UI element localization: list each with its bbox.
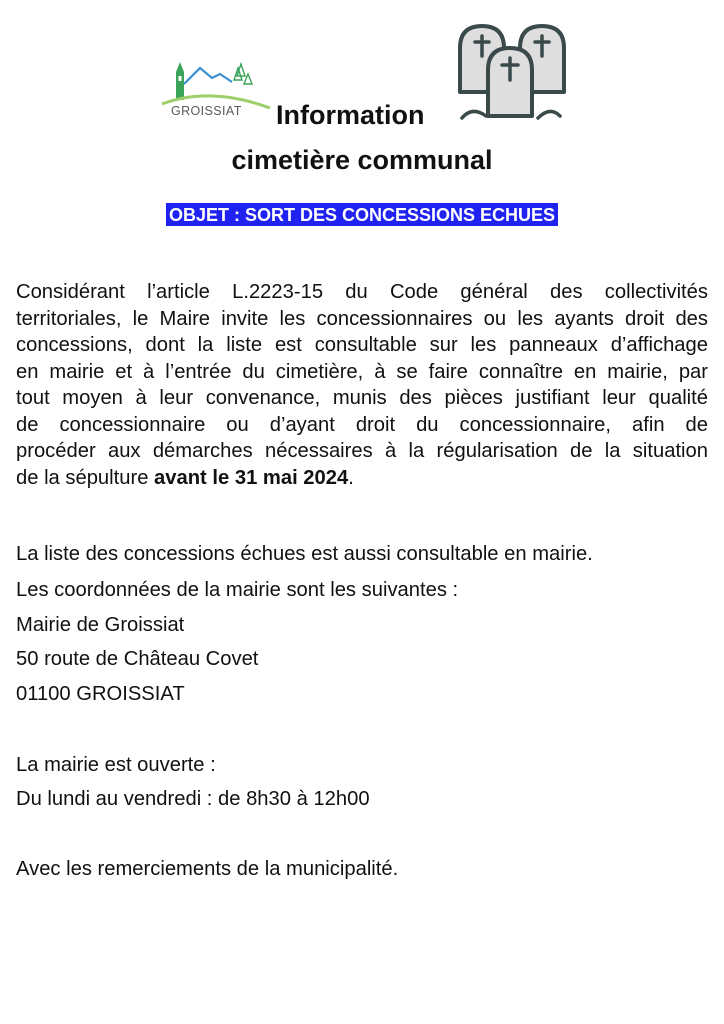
thanks-text: Avec les remerciements de la municipalité. <box>16 858 399 880</box>
address-city: 01100 GROISSIAT <box>16 683 185 705</box>
paragraph-line: procéder aux démarches nécessaires à la régularisation de la situation <box>16 440 708 462</box>
paragraph-line: territoriales, le Maire invite les concessionnaires ou les ayants droit des <box>16 307 708 330</box>
tombstones-icon <box>452 22 572 122</box>
paragraph-last-prefix: de la sépulture <box>16 466 155 489</box>
paragraph-line: tout moyen à leur convenance, munis des pièces justifiant leur qualité <box>16 387 708 409</box>
logo-mountain <box>184 68 232 84</box>
title-line-1: Information <box>276 100 425 130</box>
paragraph-line: en mairie et à l’entrée du cimetière, à se faire connaître en mairie, par <box>16 360 708 383</box>
address-name: Mairie de Groissiat <box>16 614 185 636</box>
address-street: 50 route de Château Covet <box>16 648 259 670</box>
hours-intro: La mairie est ouverte : <box>16 754 216 776</box>
logo-tree <box>234 64 245 80</box>
paragraph-line: de concessionnaire ou d’ayant droit du concessionnaire, afin de <box>16 413 708 436</box>
main-paragraph <box>16 279 708 491</box>
contact-intro: Les coordonnées de la mairie sont les suivantes : <box>16 579 459 601</box>
paragraph-last-suffix: . <box>348 466 354 489</box>
logo-text: GROISSIAT <box>171 104 242 118</box>
list-info: La liste des concessions échues est aussi consultable en mairie. <box>16 543 593 565</box>
deadline-text: avant le 31 mai 2024 <box>154 466 349 489</box>
subject-banner: OBJET : SORT DES CONCESSIONS ECHUES <box>166 203 558 226</box>
paragraph-last-line <box>16 465 708 492</box>
opening-hours: Du lundi au vendredi : de 8h30 à 12h00 <box>16 788 370 810</box>
paragraph-line: concessions, dont la liste est consultable sur les panneaux d’affichage <box>16 334 708 356</box>
title-line-2: cimetière communal <box>231 145 493 175</box>
paragraph-line: Considérant l’article L.2223-15 du Code général des collectivités <box>16 281 708 303</box>
